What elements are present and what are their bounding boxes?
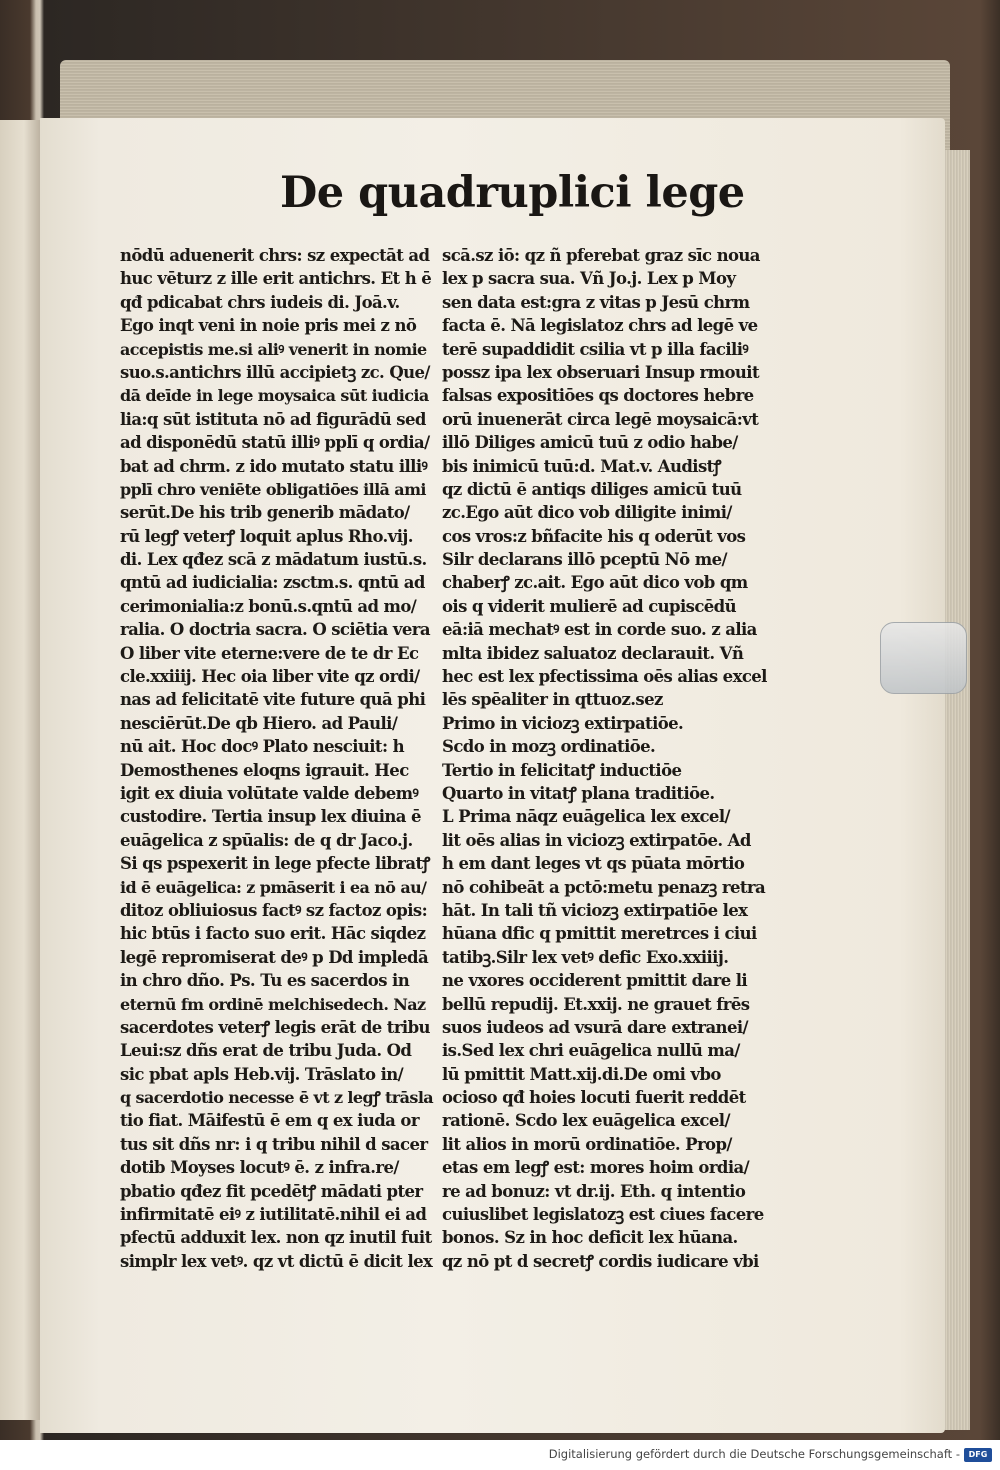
- left-column-line: pfectū adduxit lex. non qz inutil fuit: [120, 1228, 432, 1248]
- left-column-line: tus sit dñs nr: i q tribu nihil d sacer: [120, 1134, 428, 1154]
- right-column-line: lit oēs alias in viciozꝫ extirpatōe. Ad: [442, 830, 751, 850]
- right-column-line: facta ē. Nā legislatoz chrs ad legē ve: [442, 316, 758, 336]
- right-column-line: lit alios in morū ordinatiōe. Prop/: [442, 1134, 732, 1154]
- right-column-line: sen data est:gra z vitas p Jesū chrm: [442, 292, 750, 312]
- left-column-line: dā deīde in lege moysaica sūt iudicia: [120, 386, 429, 406]
- left-column-line: rū legꝭ veterꝭ loquit aplus Rho.vij.: [120, 526, 413, 546]
- right-column-line: lū pmittit Matt.xij.di.De omi vbo: [442, 1064, 721, 1084]
- right-column-line: ocioso qđ hoies locuti fuerit reddēt: [442, 1088, 746, 1108]
- left-column-line: qntū ad iudicialia: zsctm.s. qntū ad: [120, 573, 425, 593]
- facing-page-edge: [0, 120, 40, 1420]
- left-column-line: nas ad felicitatē vite future quā phi: [120, 690, 426, 710]
- left-column-line: ralia. O doctria sacra. O sciētia vera: [120, 620, 430, 640]
- left-column-line: Leui:sz dñs erat de tribu Juda. Od: [120, 1041, 412, 1061]
- left-column-line: suo.s.antichrs illū accipietꝫ zc. Que/: [120, 362, 430, 382]
- left-column-line: sacerdotes veterꝭ legis erāt de tribu: [120, 1017, 430, 1037]
- right-column-line: hūana dfic q pmittit meretrces i ciui: [442, 924, 757, 944]
- right-column-line: possz ipa lex obseruari Insup rmouit: [442, 362, 759, 382]
- left-column-line: nesciērūt.De qb Hiero. ad Pauli/: [120, 713, 398, 733]
- right-column-line: Quarto in vitatꝭ plana traditiōe.: [442, 783, 715, 803]
- right-column-line: illō Diliges amicū tuū z odio habe/: [442, 433, 738, 453]
- left-column-line: custodire. Tertia insup lex diuina ē: [120, 807, 421, 827]
- right-column-line: chaberꝭ zc.ait. Ego aūt dico vob qm: [442, 573, 748, 593]
- left-column-line: hic btūs i facto suo erit. Hāc siqdez: [120, 924, 426, 944]
- right-column-line: ois q viderit mulierē ad cupiscēdū: [442, 596, 737, 616]
- page-clip: [880, 622, 967, 694]
- right-column-line: lex p sacra sua. Vñ Jo.j. Lex p Moy: [442, 269, 736, 289]
- right-column-line: rationē. Scdo lex euāgelica excel/: [442, 1111, 730, 1131]
- left-column-line: igit ex diuia volūtate valde debemꝰ: [120, 783, 419, 803]
- right-column-line: is.Sed lex chri euāgelica nullū ma/: [442, 1041, 740, 1061]
- right-column-line: etas em legꝭ est: mores hoim ordia/: [442, 1158, 750, 1178]
- right-column-line: falsas expositiōes qs doctores hebre: [442, 386, 754, 406]
- page-heading: De quadruplici lege: [280, 168, 745, 218]
- right-column-line: scā.sz iō: qz ñ pferebat graz sīc noua: [442, 246, 760, 265]
- right-column-line: mlta ibidez saluatoz declarauit. Vñ: [442, 643, 744, 663]
- right-column-line: Scdo in mozꝫ ordinatiōe.: [442, 737, 656, 757]
- left-column-line: q sacerdotio necesse ē vt z legꝭ trāsla: [120, 1088, 434, 1108]
- footer-bar: [0, 1440, 1000, 1470]
- right-column-line: ne vxores occiderent pmittit dare li: [442, 971, 748, 991]
- right-column-line: Silr declarans illō pceptū Nō me/: [442, 550, 727, 570]
- left-column-line: Si qs pspexerit in lege pfecte libratꝭ: [120, 854, 430, 874]
- dfg-logo[interactable]: DFG: [964, 1448, 992, 1462]
- right-column-line: lēs spēaliter in qttuoz.sez: [442, 690, 663, 710]
- left-column-line: Ego inqt veni in noie pris mei z nō: [120, 316, 417, 336]
- right-column-line: zc.Ego aūt dico vob diligite inimi/: [442, 503, 732, 523]
- right-column-line: terē supaddidit csilia vt p illa faciliꝰ: [442, 339, 749, 359]
- left-column-line: ad disponēdū statū illiꝰ pplī q ordia/: [120, 433, 430, 453]
- left-column-line: pplī chro veniēte obligatiōes illā ami: [120, 479, 426, 499]
- left-column-line: ditoz obliuiosus factꝰ sz factoz opis:: [120, 900, 428, 920]
- right-column-line: tatibꝫ.Silr lex vetꝰ defic Exo.xxiiij.: [442, 947, 729, 967]
- left-column-line: tio fiat. Māifestū ē em q ex iuda or: [120, 1111, 419, 1131]
- left-column-line: cerimonialia:z bonū.s.qntū ad mo/: [120, 596, 417, 616]
- left-column-line: simplr lex vetꝰ. qz vt dictū ē dicit lex: [120, 1251, 433, 1271]
- left-text-column: [120, 244, 435, 1273]
- left-column-line: Demosthenes eloqns igrauit. Hec: [120, 760, 409, 780]
- right-column-line: bellū repudij. Et.xxij. ne grauet frēs: [442, 994, 750, 1014]
- left-column-line: dotib Moyses locutꝰ ē. z infra.re/: [120, 1158, 399, 1178]
- right-column-line: qz nō pt d secretꝭ cordis iudicare vbi: [442, 1251, 759, 1271]
- left-column-line: huc vēturz z ille erit antichrs. Et h ē: [120, 269, 432, 289]
- right-column-line: hec est lex pfectissima oēs alias excel: [442, 667, 767, 687]
- left-column-line: eternū fm ordinē melchisedech. Naz: [120, 994, 426, 1014]
- left-column-line: serūt.De his trib generib mādato/: [120, 503, 410, 523]
- left-column-line: nū ait. Hoc docꝰ Plato nesciuit: h: [120, 737, 404, 757]
- left-column-line: pbatio qđez fit pcedētꝭ mādati pter: [120, 1181, 423, 1201]
- right-column-line: suos iudeos ad vsurā dare extranei/: [442, 1017, 748, 1037]
- right-column-line: cuiuslibet legislatozꝫ est ciues facere: [442, 1205, 764, 1225]
- left-column-line: nōdū aduenerit chrs: sz expectāt ad: [120, 246, 430, 265]
- left-column-line: cle.xxiiij. Hec oia liber vite qz ordi/: [120, 667, 420, 687]
- left-column-line: di. Lex qđez scā z mādatum iustū.s.: [120, 550, 427, 570]
- right-text-column: [442, 244, 767, 1273]
- right-column-line: Primo in viciozꝫ extirpatiōe.: [442, 713, 684, 733]
- right-column-line: bis inimicū tuū:d. Mat.v. Audistꝭ: [442, 456, 721, 476]
- right-column-line: eā:iā mechatꝰ est in corde suo. z alia: [442, 620, 757, 640]
- right-column-line: hāt. In tali tñ viciozꝫ extirpatiōe lex: [442, 900, 748, 920]
- right-column-line: qz dictū ē antiqs diliges amicū tuū: [442, 479, 742, 499]
- left-column-line: id ē euāgelica: z pmāserit i ea nō au/: [120, 877, 427, 897]
- funding-credit: Digitalisierung gefördert durch die Deutsche Forschungsgemeinschaft -: [548, 1447, 960, 1461]
- right-column-line: h em dant leges vt qs pūata mōrtio: [442, 854, 745, 874]
- left-column-line: O liber vite eterne:vere de te dr Ec: [120, 643, 419, 663]
- right-column-line: cos vros:z bñfacite his q oderūt vos: [442, 526, 746, 546]
- left-column-line: bat ad chrm. z ido mutato statu illiꝰ: [120, 456, 428, 476]
- right-column-line: nō cohibeāt a pctō:metu penazꝫ retra: [442, 877, 766, 897]
- left-column-line: lia:q sūt istituta nō ad figurādū sed: [120, 409, 426, 429]
- left-column-line: in chro dño. Ps. Tu es sacerdos in: [120, 971, 410, 991]
- left-column-line: legē repromiserat deꝰ p Dd impledā: [120, 947, 429, 967]
- right-column-line: bonos. Sz in hoc deficit lex hūana.: [442, 1228, 738, 1248]
- left-column-line: sic pbat apls Heb.vij. Trāslato in/: [120, 1064, 404, 1084]
- left-column-line: accepistis me.si aliꝰ venerit in nomie: [120, 339, 427, 359]
- right-column-line: Tertio in felicitatꝭ inductiōe: [442, 760, 682, 780]
- right-column-line: L Prima nāqz euāgelica lex excel/: [442, 807, 730, 827]
- right-column-line: re ad bonuz: vt dr.ij. Eth. q intentio: [442, 1181, 746, 1201]
- left-column-line: euāgelica z spūalis: de q dr Jaco.j.: [120, 830, 413, 850]
- right-column-line: orū inuenerāt circa legē moysaicā:vt: [442, 409, 759, 429]
- left-column-line: infirmitatē eiꝰ z iutilitatē.nihil ei ad: [120, 1205, 427, 1225]
- left-column-line: qđ pdicabat chrs iudeis di. Joā.v.: [120, 292, 400, 312]
